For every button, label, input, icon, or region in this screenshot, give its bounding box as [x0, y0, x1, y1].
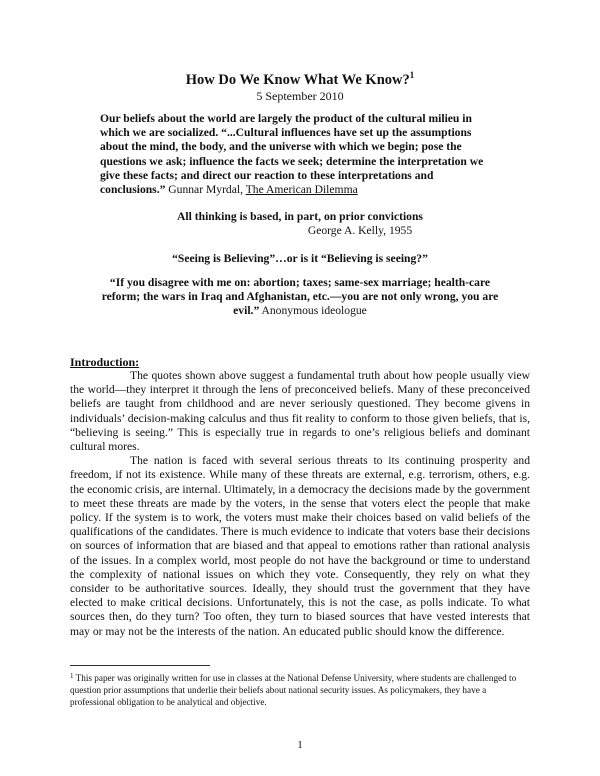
introduction-heading: Introduction: [70, 355, 140, 369]
seeing-believing-text: “Seeing is Believing”…or is it “Believing is seeing?” [172, 252, 428, 265]
footnote-mark: 1 [70, 672, 74, 680]
kelly-quote-text: All thinking is based, in part, on prior convictions [177, 210, 423, 223]
title-text: How Do We Know What We Know? [185, 72, 410, 88]
document-date: 5 September 2010 [256, 89, 344, 103]
ideologue-quote [90, 276, 510, 319]
intro-paragraph-1: The quotes shown above suggest a fundamental truth about how people usually view the world—they interpret it through the lens of preconceived beliefs. Many of these preconceived beliefs are taught from childhood and are never seriously questioned. They become givens in individuals’ decision-making calculus and thus fit reality to conform to those given beliefs, that is, “believing is seeing.” This is especially true in regards to one’s religious beliefs and dominant cultural mores. [70, 369, 530, 454]
ideologue-quote-author: Anonymous ideologue [261, 304, 367, 318]
epigraph-quote [100, 112, 500, 197]
epigraph-author: Gunnar Myrdal, [168, 183, 243, 197]
title-footnote-mark[interactable]: 1 [409, 70, 415, 80]
footnote [70, 671, 532, 708]
seeing-believing-quote [80, 252, 520, 266]
epigraph-work: The American Dilemma [245, 183, 358, 197]
page-title [0, 70, 600, 89]
ideologue-quote-text: “If you disagree with me on: abortion; taxes; same-sex marriage; health-care reform; the wars in Iraq and Afghanistan, etc.—you are not only wrong, you are evil.” [101, 276, 499, 318]
epigraph-text: Our beliefs about the world are largely the product of the cultural milieu in which we are socialized. “...Cultural influences have set up the assumptions about the mind, the body, and the universe with which we begin; pose the questions we ask; influence the facts we seek; determine the interpretation we give these facts; and direct our reaction to these interpretations and conclusions.” [100, 112, 484, 197]
intro-paragraph-2: The nation is faced with several serious threats to its continuing prosperity and freedom, if not its existence. While many of these threats are external, e.g. terrorism, others, e.g. the economic crisis, are internal. Ultimately, in a democracy the decisions made by the government to meet these threats are made by the voters, in the sense that voters elect the people that make policy. If the system is to work, the voters must make their choices based on valid beliefs of the qualifications of the candidates. There is much evidence to indicate that voters base their decisions on sources of information that are biased and that appeal to emotions rather than rational analysis of the issues. In a complex world, most people do not have the background or time to understand the complexity of national issues on which they vote. Consequently, they rely on what they consider to be authoritative sources. Ideally, they should trust the government that they have elected to make critical decisions. Unfortunately, this is not the case, as polls indicate. To what sources then, do they turn? Too often, they turn to biased sources that have vested interests that may or may not be the interests of the nation. An educated public should know the difference. [70, 454, 530, 638]
kelly-quote [80, 210, 520, 238]
footnote-divider [70, 665, 210, 666]
footnote-text: This paper was originally written for use in classes at the National Defense University, where students are challenged to question prior assumptions that underlie their beliefs about national security issues. As policymakers, they have a professional obligation to be analytical and objective. [70, 673, 517, 707]
introduction-body [70, 369, 530, 639]
kelly-quote-author: George A. Kelly, 1955 [307, 224, 413, 238]
page-number: 1 [297, 739, 303, 751]
